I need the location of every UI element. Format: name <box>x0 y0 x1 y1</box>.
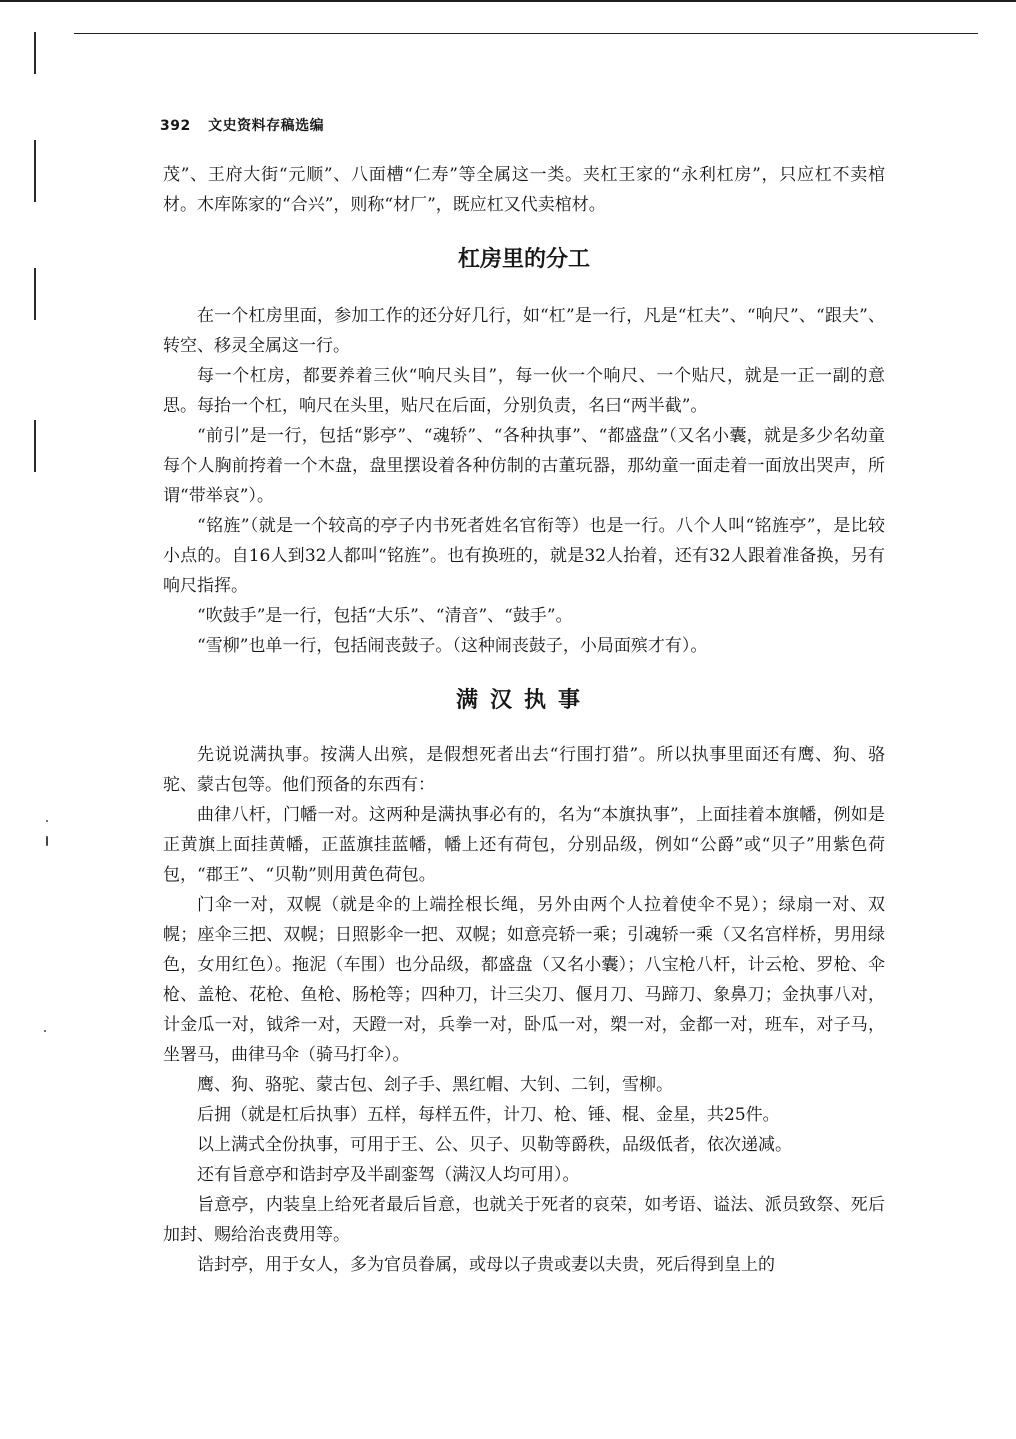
paragraph: “前引”是一行，包括“影亭”、“魂轿”、“各种执事”、“都盛盘”（又名小囊，就是多少名幼童每个人胸前挎着一个木盘，盘里摆设着各种仿制的古董玩器，那幼童一面走着一面放出哭声，所谓“带举哀”）。 <box>163 426 885 506</box>
section-title: 满汉执事 <box>455 688 592 713</box>
scan-top-border <box>0 0 1016 2</box>
scan-top-rule <box>74 33 978 34</box>
paragraph: 旨意亭，内装皇上给死者最后旨意，也就关于死者的哀荣，如考语、谥法、派员致祭、死后加封、赐给治丧费用等。 <box>163 1195 885 1245</box>
paragraph: 每一个杠房，都要养着三伙“响尺头目”，每一伙一个响尺、一个贴尺，就是一正一副的意思。每抬一个杠，响尺在头里，贴尺在后面，分别负责，名曰“两半截”。 <box>163 366 885 416</box>
page-number: 392 <box>160 118 191 134</box>
paragraph: “雪柳”也单一行，包括闹丧鼓子。（这种闹丧鼓子，小局面殡才有）。 <box>197 636 708 656</box>
book-title: 文史资料存稿选编 <box>208 118 325 134</box>
running-header <box>160 115 324 137</box>
paragraph: 曲律八杆，门幡一对。这两种是满执事必有的，名为“本旗执事”，上面挂着本旗幡，例如是正黄旗上面挂黄幡，正蓝旗挂蓝幡，幡上还有荷包，分别品级，例如“公爵”或“贝子”用紫色荷包，“郡王”、“贝勒”则用黄色荷包。 <box>163 805 885 885</box>
paragraph: 门伞一对，双幌（就是伞的上端拴根长绳，另外由两个人拉着使伞不晃）；绿扇一对、双幌；座伞三把、双幌；日照影伞一把、双幌；如意亮轿一乘；引魂轿一乘（又名宫样桥，男用绿色，女用红色）。拖泥（车围）也分品级，都盛盘（又名小囊）；八宝枪八杆，计云枪、罗枪、伞枪、盖枪、花枪、鱼枪、肠枪等；四种刀，计三尖刀、偃月刀、马蹄刀、象鼻刀；金执事八对，计金瓜一对，钺斧一对，天蹬一对，兵拳一对，卧瓜一对，槊一对，金都一对，班车，对子马，坐署马，曲律马伞（骑马打伞）。 <box>163 895 885 1065</box>
scan-speck <box>46 820 48 822</box>
paragraph: 在一个杠房里面，参加工作的还分好几行，如“杠”是一行，凡是“杠夫”、“响尺”、“跟夫”、转空、移灵全属这一行。 <box>163 306 885 356</box>
paragraph: 先说说满执事。按满人出殡，是假想死者出去“行围打猎”。所以执事里面还有鹰、狗、骆驼、蒙古包等。他们预备的东西有： <box>163 745 885 795</box>
scan-speck <box>44 1030 46 1032</box>
section-title: 杠房里的分工 <box>457 247 590 272</box>
paragraph: “吹鼓手”是一行，包括“大乐”、“清音”、“鼓手”。 <box>197 606 573 626</box>
scan-speck <box>46 836 48 846</box>
paragraph: 茂”、王府大街“元顺”、八面槽“仁寿”等全属这一类。夹杠王家的“永利杠房”，只应杠不卖棺材。木库陈家的“合兴”，则称“材厂”，既应杠又代卖棺材。 <box>163 165 885 215</box>
scan-edge-mark <box>34 32 36 74</box>
scan-edge-mark <box>34 140 36 202</box>
paragraph: 还有旨意亭和诰封亭及半副銮驾（满汉人均可用）。 <box>197 1165 580 1185</box>
paragraph: 诰封亭，用于女人，多为官员眷属，或母以子贵或妻以夫贵，死后得到皇上的 <box>197 1255 775 1275</box>
scan-edge-mark <box>34 268 36 320</box>
scan-edge-mark <box>34 420 36 472</box>
paragraph: 鹰、狗、骆驼、蒙古包、刽子手、黑红帽、大钊、二钊，雪柳。 <box>197 1075 673 1095</box>
paragraph: “铭旌”（就是一个较高的亭子内书死者姓名官衔等）也是一行。八个人叫“铭旌亭”，是比较小点的。自16人到32人都叫“铭旌”。也有换班的，就是32人抬着，还有32人跟着准备换，另有响尺指挥。 <box>163 516 885 596</box>
paragraph: 以上满式全份执事，可用于王、公、贝子、贝勒等爵秩，品级低者，依次递减。 <box>197 1135 792 1155</box>
paragraph: 后拥（就是杠后执事）五样，每样五件，计刀、枪、锤、棍、金星，共25件。 <box>197 1105 780 1125</box>
page-body <box>163 160 885 1280</box>
